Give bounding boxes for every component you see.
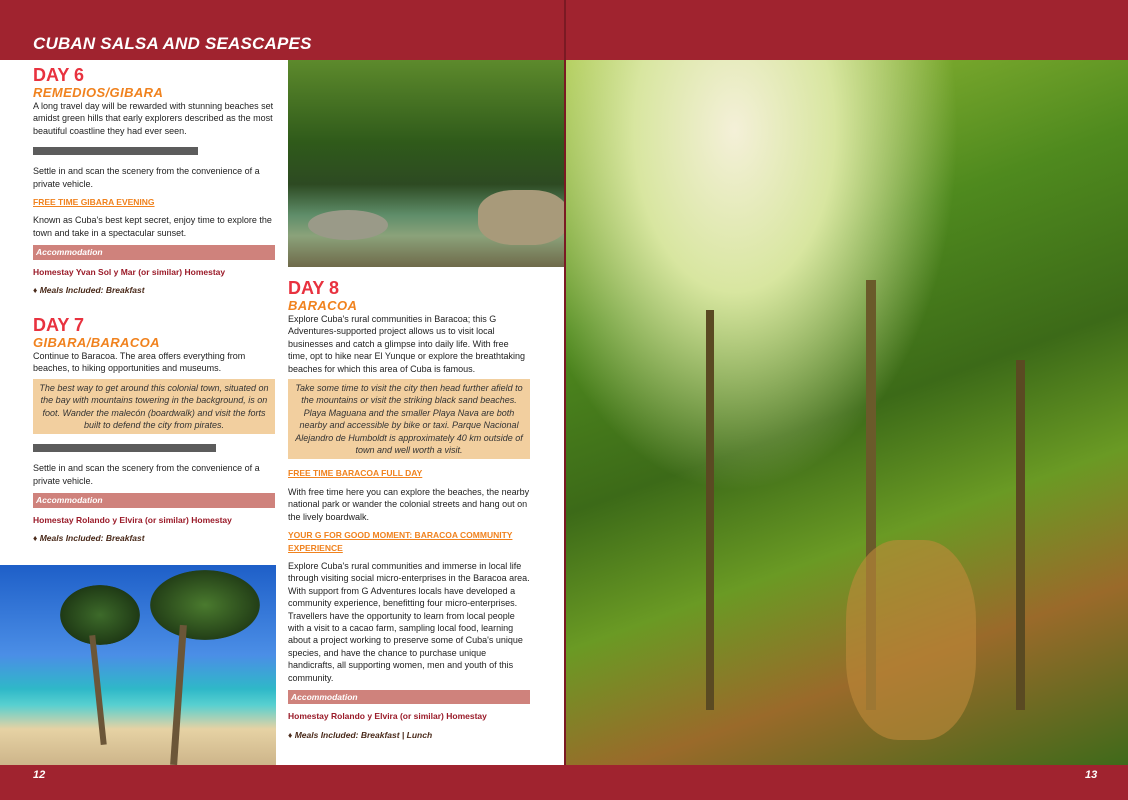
- meals-included: ♦ Meals Included: Breakfast | Lunch: [288, 729, 433, 740]
- activity-text: Known as Cuba's best kept secret, enjoy time to explore the town and take in a spectacular sunset.: [33, 215, 272, 238]
- transport-text: Settle in and scan the scenery from the convenience of a private vehicle.: [33, 463, 260, 486]
- meals-included: ♦ Meals Included: Breakfast: [33, 533, 145, 544]
- page-number-left: 12: [33, 769, 46, 781]
- day-route: GIBARA/BARACOA: [33, 335, 160, 350]
- activity-text: With free time here you can explore the beaches, the nearby national park or wander the colonial streets and hang out on the lively boardwalk.: [288, 486, 530, 522]
- accommodation-name: Homestay Yvan Sol y Mar (or similar) Homestay: [33, 266, 226, 277]
- day-intro: A long travel day will be rewarded with stunning beaches set amidst green hills that early explorers described as the most beautiful coastline they had ever seen.: [33, 101, 274, 136]
- river-forest-photo: [288, 60, 564, 267]
- activity-title: YOUR G FOR GOOD MOMENT: BARACOA COMMUNITY EXPERIENCE: [288, 530, 513, 553]
- highlight-quote: The best way to get around this colonial town, situated on the bay with mountains towering in the background, is on foot. Wander the malecón (boardwalk) and visit the forts built to defend the city from pirates.: [33, 379, 275, 435]
- day-intro: Explore Cuba's rural communities in Baracoa; this G Adventures-supported project allows us to visit local businesses and catch a glimpse into daily life. With free time, opt to hike near El Yunque or explore the breathtaking beaches for which this area of Cuba is famous.: [288, 314, 525, 374]
- activity-title: FREE TIME GIBARA EVENING: [33, 197, 155, 208]
- page-number-right: 13: [1085, 769, 1098, 781]
- banana-plantation-photo: [566, 60, 1128, 765]
- accommodation-label: Accommodation: [33, 245, 275, 259]
- brochure-title: CUBAN SALSA AND SEASCAPES: [33, 34, 312, 53]
- day-intro: Continue to Baracoa. The area offers everything from beaches, to hiking opportunities and museums.: [33, 351, 246, 374]
- divider-bar: [33, 147, 198, 155]
- day-route: BARACOA: [288, 298, 358, 313]
- accommodation-name: Homestay Rolando y Elvira (or similar) Homestay: [33, 514, 232, 525]
- divider-bar: [33, 444, 216, 452]
- accommodation-label: Accommodation: [33, 493, 275, 507]
- day-heading: DAY 6: [33, 65, 85, 85]
- accommodation-label: Accommodation: [288, 690, 530, 704]
- day-7-section: [33, 316, 275, 544]
- activity-title: FREE TIME BARACOA FULL DAY: [288, 468, 423, 479]
- page-gutter: [564, 0, 566, 800]
- day-heading: DAY 8: [288, 278, 340, 298]
- highlight-quote: Take some time to visit the city then head further afield to the mountains or visit the striking black sand beaches. Playa Maguana and the smaller Playa Nava are both nearby and accessible by bike or taxi. Parque Nacional Alejandro de Humboldt is approximately 40 km outside of town and well worth a visit.: [288, 379, 530, 459]
- diamond-bullet-icon: ♦: [33, 285, 40, 296]
- day-6-section: [33, 66, 275, 296]
- diamond-bullet-icon: ♦: [288, 729, 295, 740]
- footer-bar: [0, 765, 1128, 800]
- day-heading: DAY 7: [33, 315, 85, 335]
- transport-text: Settle in and scan the scenery from the convenience of a private vehicle.: [33, 166, 260, 189]
- accommodation-name: Homestay Rolando y Elvira (or similar) Homestay: [288, 711, 487, 722]
- day-route: REMEDIOS/GIBARA: [33, 85, 164, 100]
- activity-text: Explore Cuba's rural communities and immerse in local life through visiting social micro-enterprises in the Baracoa area. With support from G Adventures locals have developed a community experience, benefitting four micro-enterprises. Travellers have the opportunity to learn from local people with a visit to a cacao farm, sampling local food, learning about a project working to preserve some of Cuba's unique species, and have the chance to purchase unique handicrafts, all supporting women, men and youth of this community.: [288, 560, 530, 683]
- beach-palm-photo: [0, 565, 276, 765]
- day-8-section: [288, 279, 530, 741]
- diamond-bullet-icon: ♦: [33, 533, 40, 544]
- meals-included: ♦ Meals Included: Breakfast: [33, 285, 145, 296]
